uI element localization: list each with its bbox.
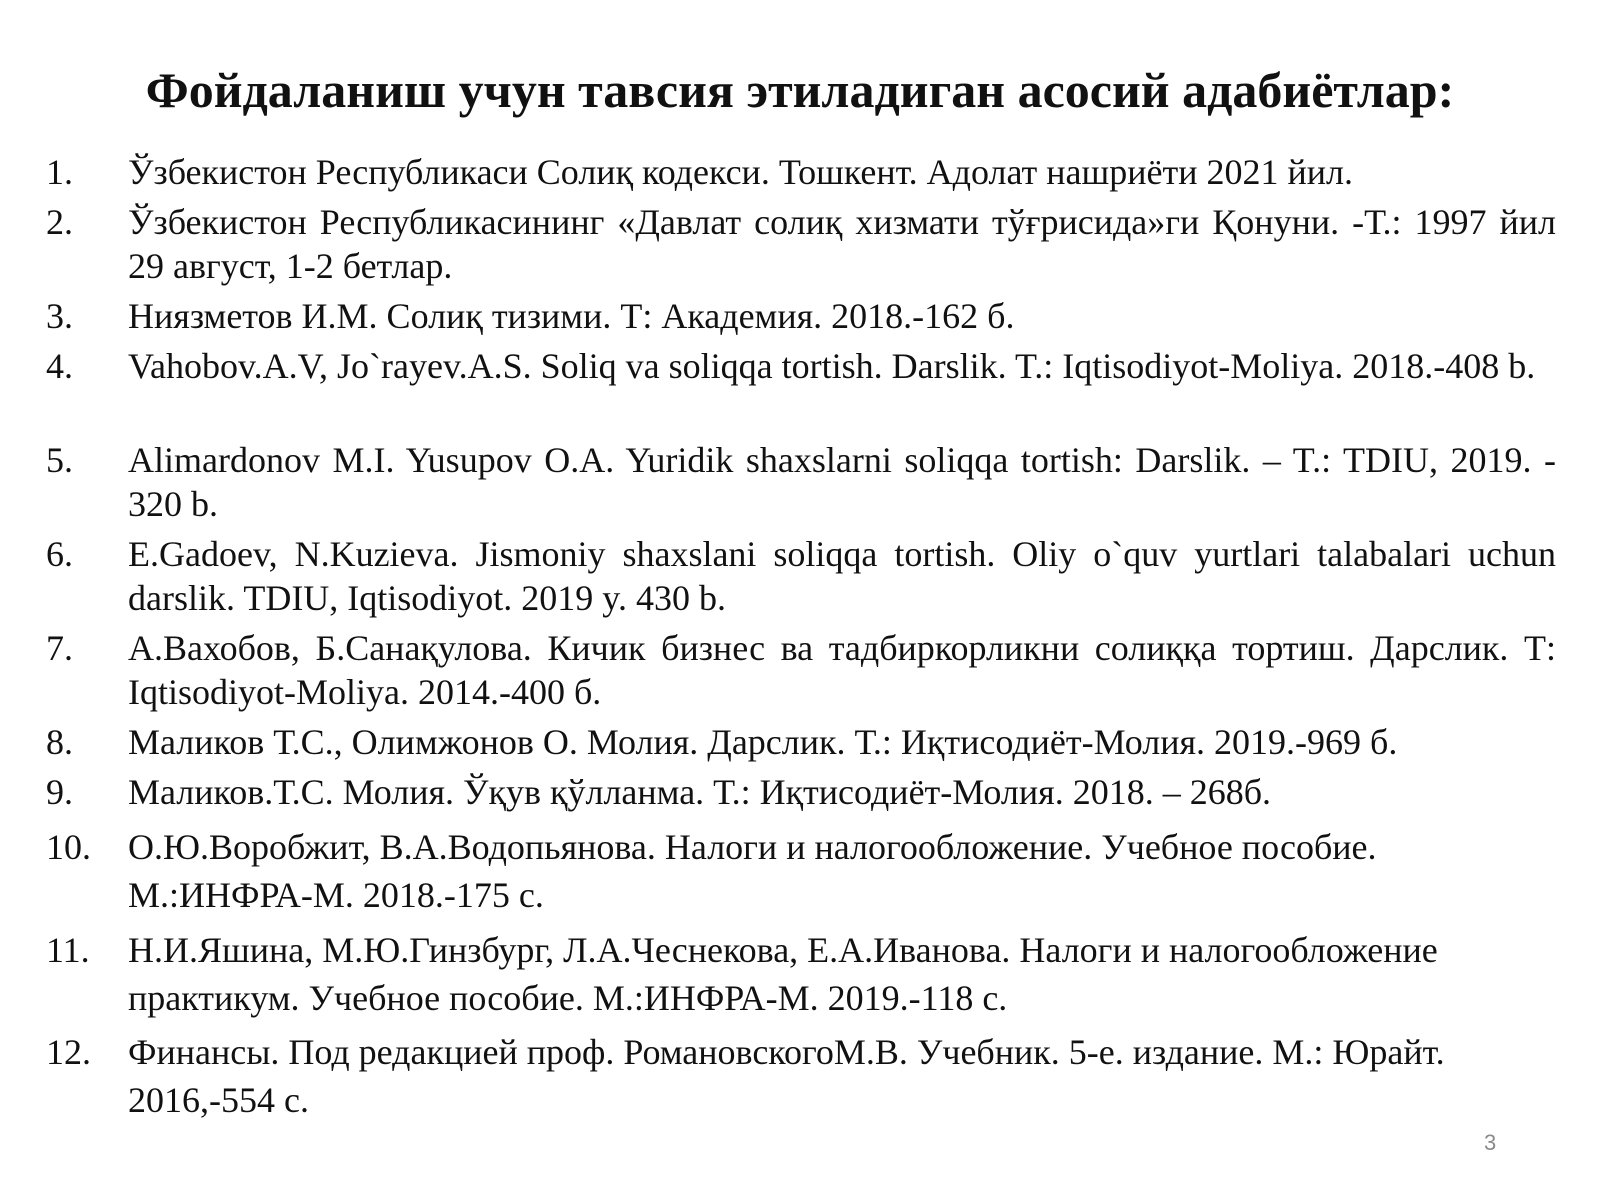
item-number: 8. [46, 722, 73, 762]
item-text: А.Вахобов, Б.Санақулова. Кичик бизнес ва тадбиркорликни солиққа тортиш. Дарслик. Т: Iqtisodiyot-Moliya. 2014.-400 б. [128, 628, 1556, 712]
item-number: 12. [46, 1032, 91, 1072]
item-number: 4. [46, 346, 73, 386]
item-text: О.Ю.Воробжит, В.А.Водопьянова. Налоги и налогообложение. Учебное пособие. М.:ИНФРА-М. 2018.-175 с. [128, 827, 1377, 915]
item-number: 10. [46, 827, 91, 867]
item-text: Маликов.Т.С. Молия. Ўқув қўлланма. Т.: Иқтисодиёт-Молия. 2018. – 268б. [128, 772, 1272, 812]
item-number: 1. [46, 152, 73, 192]
item-text: Маликов Т.С., Олимжонов О. Молия. Дарслик. Т.: Иқтисодиёт-Молия. 2019.-969 б. [128, 722, 1398, 762]
item-number: 5. [46, 440, 73, 480]
item-number: 2. [46, 202, 73, 242]
item-text: E.Gadoev, N.Kuzieva. Jismoniy shaxslani soliqqa tortish. Oliy o`quv yurtlari talabalari uchun darslik. TDIU, Iqtisodiyot. 2019 y. 430 b. [128, 534, 1556, 618]
item-text: Vahobov.A.V, Jo`rayev.A.S. Soliq va soliqqa tortish. Darslik. T.: Iqtisodiyot-Moliya. 2018.-408 b. [128, 346, 1536, 386]
item-number: 3. [46, 296, 73, 336]
item-number: 11. [46, 930, 90, 970]
item-number: 7. [46, 628, 73, 668]
item-text: Ўзбекистон Республикаси Солиқ кодекси. Тошкент. Адолат нашриёти 2021 йил. [128, 152, 1353, 192]
page-number: 3 [1484, 1130, 1497, 1155]
item-text: Ниязметов И.М. Солиқ тизими. Т: Академия. 2018.-162 б. [128, 296, 1015, 336]
item-text: Финансы. Под редакцией проф. РомановскогоМ.В. Учебник. 5-е. издание. М.: Юрайт. 2016,-554 с. [128, 1032, 1445, 1120]
item-number: 9. [46, 772, 73, 812]
page-title: Фойдаланиш учун тавсия этиладиган асосий адабиётлар: [145, 62, 1455, 118]
item-text: Ўзбекистон Республикасининг «Давлат солиқ хизмати тўғрисида»ги Қонуни. -Т.: 1997 йил 29 август, 1-2 бетлар. [128, 202, 1556, 286]
item-text: Н.И.Яшина, М.Ю.Гинзбург, Л.А.Чеснекова, Е.А.Иванова. Налоги и налогообложение практикум. Учебное пособие. М.:ИНФРА-М. 2019.-118 с. [128, 930, 1438, 1018]
item-text: Alimardonov M.I. Yusupov O.A. Yuridik shaxslarni soliqqa tortish: Darslik. – T.: TDIU, 2019. - 320 b. [128, 440, 1556, 524]
item-number: 6. [46, 534, 73, 574]
